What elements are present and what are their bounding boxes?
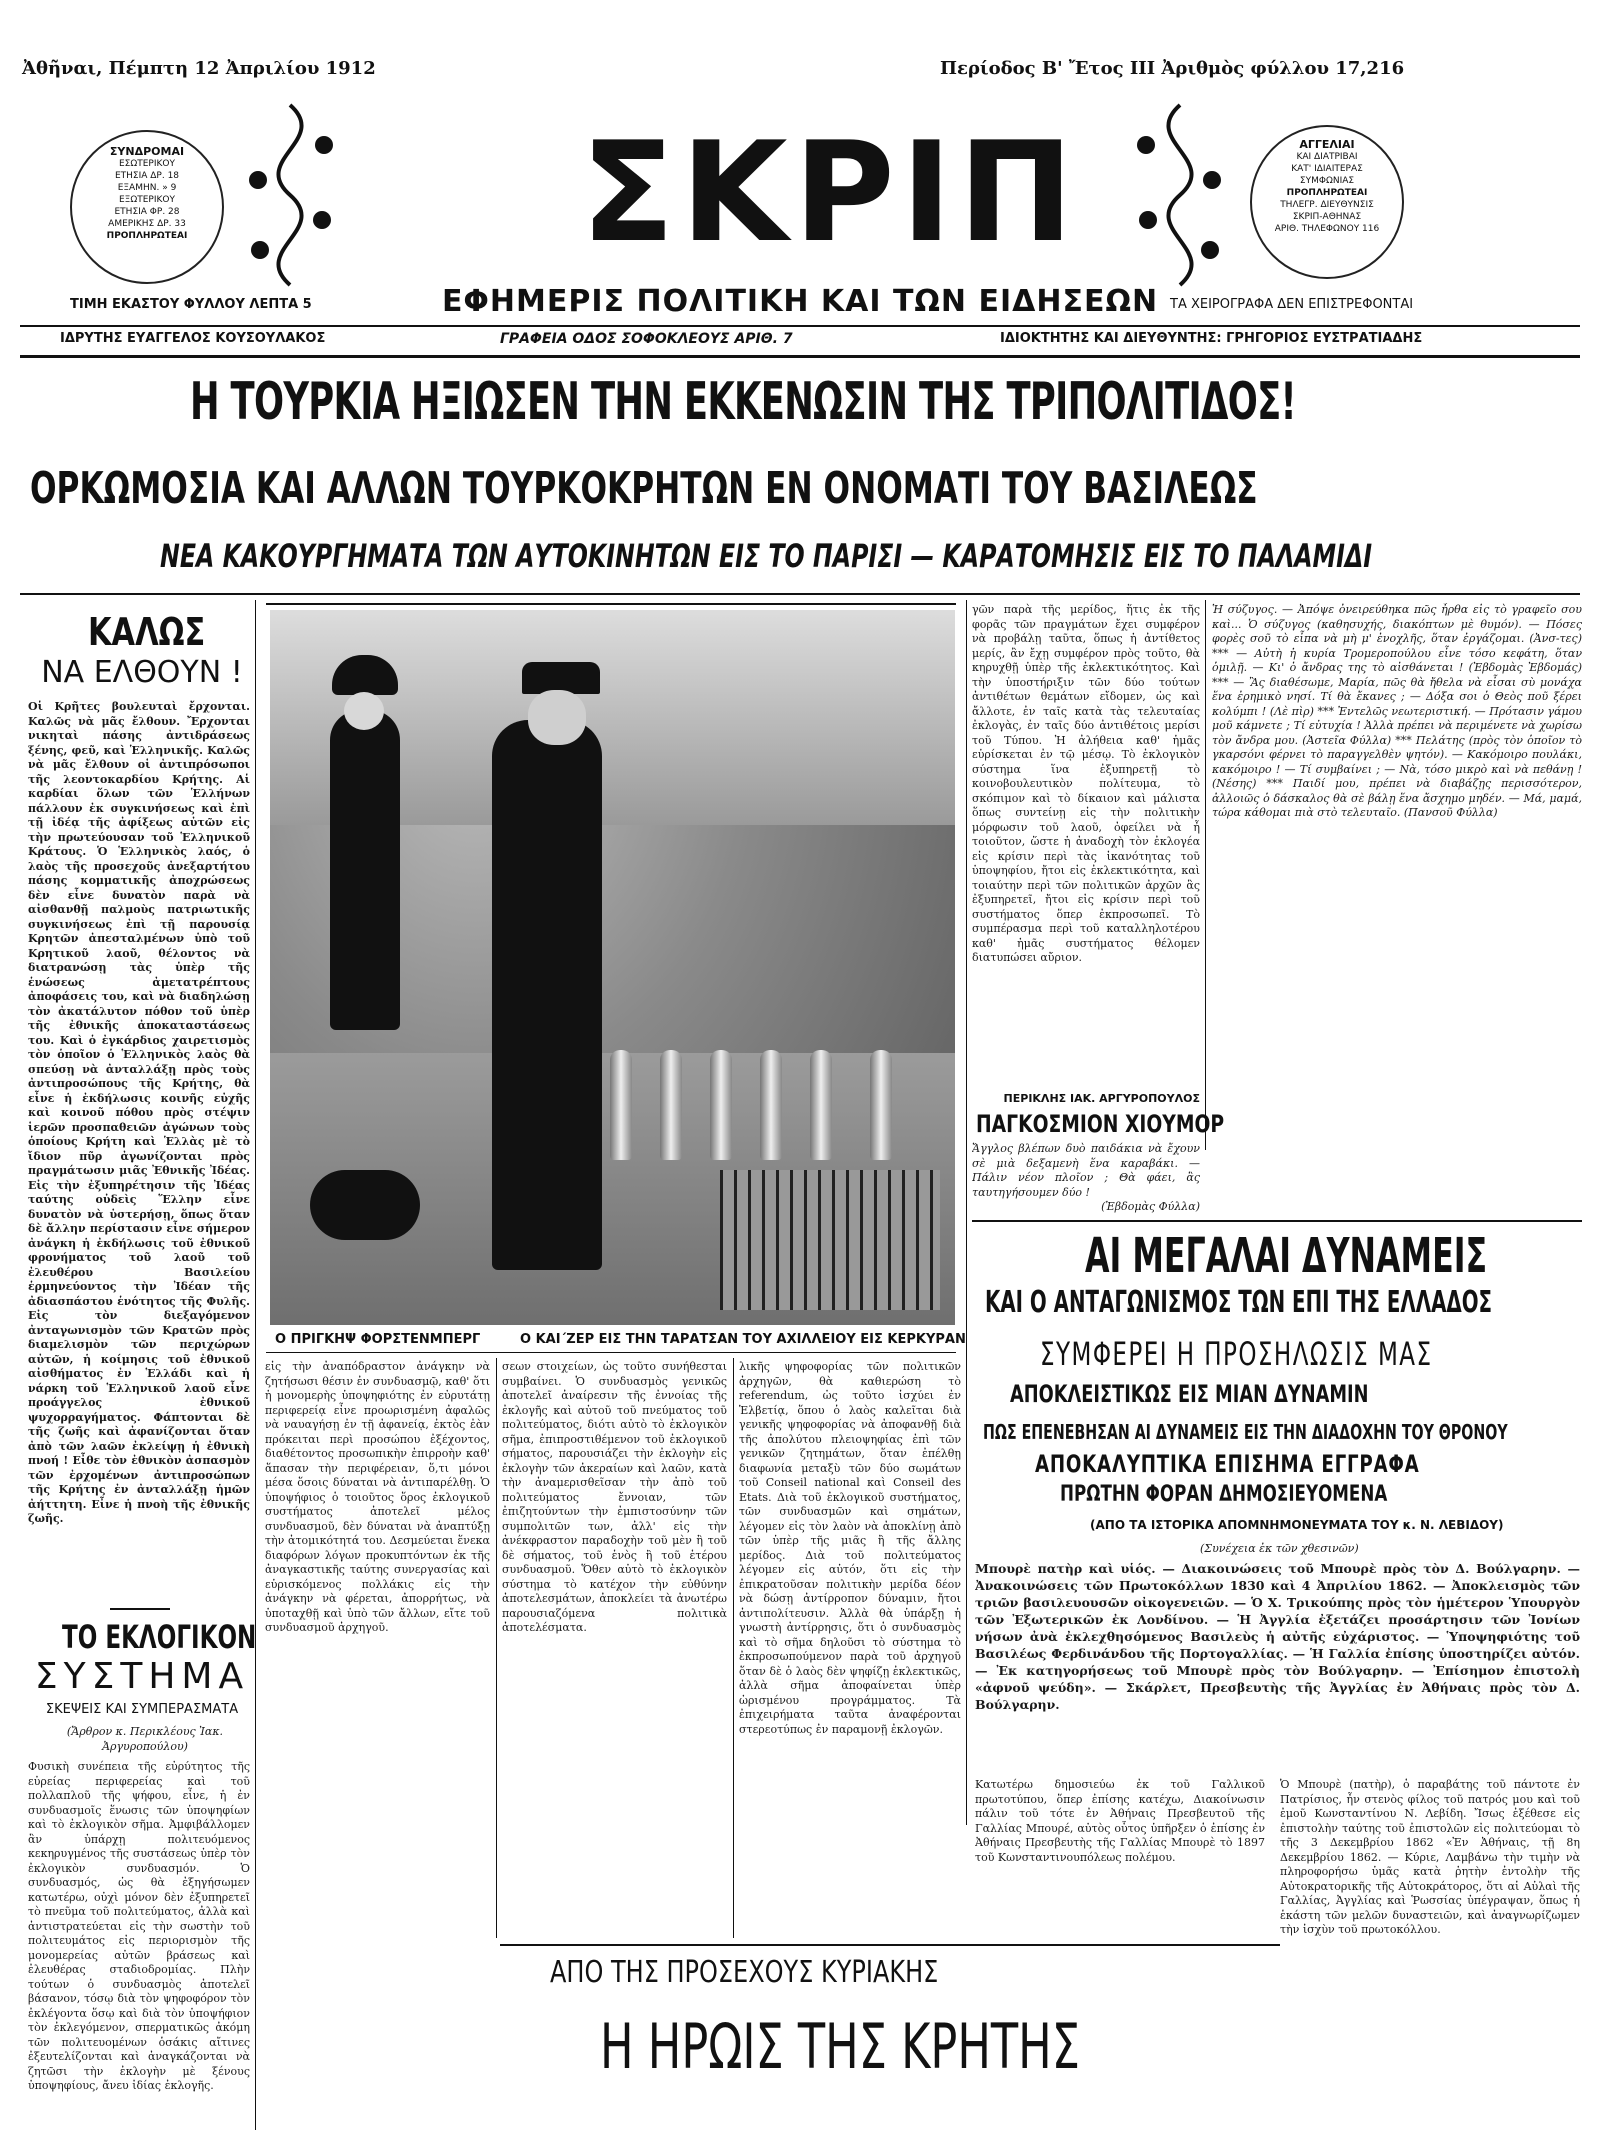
stamp-line: ΕΤΗΣΙΑ ΔΡ. 18 bbox=[114, 171, 180, 181]
article-body: γῶν παρὰ τῆς μερίδος, ἥτις ἐκ τῆς φορᾶς τῶν πραγμάτων ἔχει συμφέρον νὰ προβάλῃ ταῦτα, ὅπως ἡ ἀντίθετος μερίς, ἂν ἔχῃ συμφέρον πρὸς τοῦτο, θὰ κηρυχθῇ ὑπὲρ τῆς ἐκλεκτικότητος. Καὶ τὴν ὑποστήριξιν τῶν δύο τούτων ἀντιθέτων θεμάτων εἴδομεν, ὡς καὶ ἄλλοτε, ἐν ταῖς κατὰ τὰς τελευταίας ἐκλογὰς, ἐν ταῖς δύο ἀντιθέτοις μερίσι τοῦ Τύπου. Ἡ ἀλήθεια καθ' ἡμᾶς εὑρίσκεται ἐν τῷ μέσῳ. Τὸ ἐκλογικὸν σύστημα ἵνα ἐξυπηρετῇ τὸ κοινοβουλευτικὸν πολίτευμα, τὸ σκόπιμον καὶ τὸ δίκαιον καὶ μάλιστα ὅπως συντείνῃ εἰς τὴν πολιτικὴν μόρφωσιν τοῦ λαοῦ, ὀφείλει νὰ ἦ τοιοῦτον, ὥστε ἡ ἀναδοχὴ τὸν ἐκλογέα εἰς κρίσιν περὶ τὰς ἱκανότητας τοῦ ὑποψηφίου, ἤτοι εἰς ἐκλεκτικότητα, καὶ τοιαύτην περὶ τῶν πολιτικῶν ἀρχῶν ἃς ἐξυπηρετεῖ, ἤτοι εἰς κρίσιν περὶ τοῦ συστήματος ὅπερ ἐκπροσωπεῖ. Τὸ συμπέρασμα περὶ τοῦ καταλληλοτέρου καθ' ἡμᾶς συστήματος θέλομεν διατυπώσει αὔριον. bbox=[972, 603, 1200, 964]
subscriptions-stamp bbox=[70, 130, 224, 284]
jokes-column: Ἡ σύζυγος. — Ἀπόψε ὀνειρεύθηκα πῶς ἦρθα εἰς τὸ γραφεῖο σου καὶ... Ὁ σύζυγος (καθησυχής, διακόπτων μὲ θυμόν). — Πόσες φορὲς σοῦ τὸ εἶπα νὰ μὴ μ' ἐνοχλῆς, ὅταν ἐργάζομαι. (Ἀνσ-τες) *** — Αὐτὴ ἡ κυρία Τρομεροπούλου εἶνε τόσο κεφάτη, ὅταν ὁμιλῇ. — Κι' ὁ ἄνδρας της τὸ αἰσθάνεται ! (Ἐβδομὰς Ἐβδομάς) *** — Ἂς διαθέσωμε, Μαρία, πῶς θὰ ἤθελα νὰ εἶσαι σὺ μονάχα ἕνα ἐρημικὸ νησί. Τί θὰ ἔκανες ; — Δόξα σοι ὁ Θεὸς ποῦ ξέρει κολύμπι ! (Λὲ πὶρ) *** Ἐντελῶς νεωτεριστική. — Πρότασιν γάμου μοῦ κάμνετε ; Τί εὐτυχία ! Ἀλλὰ πρέπει νὰ περιμένετε νὰ χωρίσω τὸν ἄνδρα μου. (Ἀστεῖα Φύλλα) *** Πελάτης (πρὸς τὸν ὁποῖον τὸ γκαρσόνι φέρνει τὸ παραγγελθὲν ψητόν). — Κακόμοιρο πουλάκι, κακόμοιρο ! — Τί συμβαίνει ; — Νὰ, τόσο μικρὸ καὶ νὰ πεθάνῃ ! (Νέσης) *** Παιδί μου, πρέπει νὰ διαβάζῃς περισσότερον, ἀλλοιῶς ὁ δάσκαλος θὰ σὲ βάλῃ ἕνα ἄσχημο μηδέν. — Μά, μαμά, τώρα κάθομαι πιὰ στὸ τελευταῖο. (Πανσοῦ Φύλλα) bbox=[1212, 603, 1582, 819]
article-title: ΤΟ ΕΚΛΟΓΙΚΟΝ bbox=[62, 1618, 257, 1656]
newspaper-subtitle: ΕΦΗΜΕΡΙΣ ΠΟΛΙΤΙΚΗ ΚΑΙ ΤΩΝ ΕΙΔΗΣΕΩΝ bbox=[441, 284, 1159, 319]
stamp-line: ΚΑΤ' ΙΔΙΑΙΤΕΡΑΣ bbox=[1291, 164, 1363, 174]
stamp-line: ΠΡΟΠΛΗΡΩΤΕΑΙ bbox=[106, 231, 188, 241]
powers-title: ΑΙ ΜΕΓΑΛΑΙ ΔΥΝΑΜΕΙΣ bbox=[1085, 1228, 1488, 1284]
balustrade bbox=[870, 1050, 892, 1160]
powers-subtitle: ΑΠΟΚΑΛΥΠΤΙΚΑ ΕΠΙΣΗΜΑ ΕΓΓΡΑΦΑ bbox=[1035, 1450, 1420, 1478]
column-rule bbox=[496, 1358, 497, 1938]
column-rule bbox=[966, 600, 967, 1825]
stamp-line: ΕΞΑΜΗΝ. » 9 bbox=[117, 183, 177, 193]
humor-title: ΠΑΓΚΟΣΜΙΟΝ ΧΙΟΥΜΟΡ bbox=[976, 1110, 1225, 1138]
article-body: σεων στοιχείων, ὡς τοῦτο συνήθεσται συμβαίνει. Ὁ συνδυασμὸς γενικῶς ἀποτελεῖ ἀναίρεσιν τῆς ἐννοίας τῆς ἐκλογῆς καὶ αὐτοῦ τοῦ πνεύματος τοῦ πολιτεύματος, διότι αὐτὸ τὸ ἐκλογικὸν σῆμα, ἐπιπροστιθέμενον τοῦ ἐκλογικοῦ σήματος, παρουσιάζει τὴν ἐκλογὴν εἰς ἐκλογὴν τῶν ἀκεραίων καὶ λαῶν, κατὰ τὴν ἀναμερισθεῖσαν τὴν ἀπὸ τοῦ πολιτεύματος ἔννοιαν, τῶν ἐπιζητούντων τὴν ἐμπιστοσύνην τῶν συμπολιτῶν των, ἀλλ' εἰς τὴν ἀνέκφραστον παραδοχὴν τοῦ μὲν ἢ τοῦ δὲ σήματος, τοῦ ἑνὸς ἢ τοῦ ἑτέρου συνδυασμοῦ. Ὅθεν αὐτὸ τὸ ἐκλογικὸν σύστημα τὸ κατέχον τὴν εὐθύνην ἀποτελεσμάτων, ἀποκλείει τὰ ἀνωτέρω παρουσιαζόμενα πολιτικὰ ἀποτελέσματα. bbox=[502, 1360, 727, 1634]
article-title: ΣΥΣΤΗΜΑ bbox=[34, 1656, 250, 1697]
humor-body: Ἄγγλος βλέπων δυὸ παιδάκια νὰ ἔχουν σὲ μιὰ δεξαμενὴ ἕνα καραβάκι. — Πάλιν νέον πλοῖον ; Θὰ φάει, ἂς ταυτηγήσουμεν δύο ! bbox=[972, 1142, 1200, 1199]
article-signature: ΠΕΡΙΚΛΗΣ ΙΑΚ. ΑΡΓΥΡΟΠΟΥΛΟΣ bbox=[1003, 1092, 1200, 1105]
article-title: ΝΑ ΕΛΘΟΥΝ ! bbox=[41, 655, 243, 690]
byline: (Ἄρθρον κ. Περικλέους Ἰακ. Ἀργυροπούλου) bbox=[66, 1725, 224, 1753]
dog-figure bbox=[310, 1170, 420, 1240]
divider bbox=[110, 1608, 170, 1610]
balustrade bbox=[710, 1050, 732, 1160]
column-rule bbox=[1205, 600, 1206, 1150]
manuscripts-notice: ΤΑ ΧΕΙΡΟΓΡΑΦΑ ΔΕΝ ΕΠΙΣΤΡΕΦΟΝΤΑΙ bbox=[1170, 297, 1414, 312]
photo-kaiser bbox=[270, 610, 955, 1325]
serial-title: Η ΗΡΩΙΣ ΤΗΣ ΚΡΗΤΗΣ bbox=[600, 2010, 1080, 2083]
powers-subtitle: ΣΥΜΦΕΡΕΙ Η ΠΡΟΣΗΛΩΣΙΣ ΜΑΣ bbox=[1040, 1335, 1433, 1373]
price-line: ΤΙΜΗ ΕΚΑΣΤΟΥ ΦΥΛΛΟΥ ΛΕΠΤΑ 5 bbox=[70, 297, 312, 312]
newspaper-title: ΣΚΡΙΠ bbox=[580, 112, 1080, 273]
stamp-line: ΑΡΙΘ. ΤΗΛΕΦΩΝΟΥ 116 bbox=[1274, 224, 1380, 234]
balustrade bbox=[660, 1050, 682, 1160]
stamp-line: ΑΜΕΡΙΚΗΣ ΔΡ. 33 bbox=[108, 219, 186, 229]
serial-kicker: ΑΠΟ ΤΗΣ ΠΡΟΣΕΧΟΥΣ ΚΥΡΙΑΚΗΣ bbox=[550, 1955, 939, 1990]
divider bbox=[500, 1944, 1280, 1946]
vine-ornament-left bbox=[230, 100, 350, 290]
kaiser-figure bbox=[492, 720, 602, 1270]
powers-summary: Μπουρὲ πατὴρ καὶ υἱός. — Διακοινώσεις τοῦ Μπουρὲ πρὸς τὸν Δ. Βούλγαρην. — Ἀνακοινώσεις τῶν Πρωτοκόλλων 1830 καὶ 4 Ἀπριλίου 1862. — Ἀποκλεισμὸς τῶν τριῶν βασιλευουσῶν οἰκογενειῶν. — Ὁ Χ. Τρικούπης πρὸς τὸν ἡμέτερον Ὑπουργὸν τῶν Ἐξωτερικῶν ἐκ Λονδίνου. — Ἡ Ἀγγλία ἐξετάζει προσάρτησιν τῶν Ἰονίων νήσων ἀνὰ ἐκλεχθησόμενος Βασιλεὺς ἡ αὐτῆς εὐχάριστος. — Ὑποψηφιότης τοῦ Βασιλέως Φερδινάνδου τῆς Πορτογαλλίας. — Ἡ Γαλλία ἐπίσης ὑποστηρίζει αὐτόν. — Ἐκ κατηγορήσεως τοῦ Μπουρὲ πρὸς τὸν Βούλγαρην. — Ἐπίσημον ἐπιστολὴ «ἀφνοῦ ψεύδη». — Σκάρλετ, Πρεσβευτὴς τῆς Ἀγγλίας ἐν Ἀθήναις πρὸς τὸν Δ. Βούλγαρην. bbox=[975, 1561, 1580, 1712]
advertisements-stamp bbox=[1250, 125, 1404, 279]
divider bbox=[20, 325, 1580, 327]
issue-line: Περίοδος Β' Ἔτος ΙΙΙ Ἀριθμὸς φύλλου 17,216 bbox=[940, 58, 1405, 79]
basket bbox=[720, 1170, 940, 1310]
stamp-line: ΕΤΗΣΙΑ ΦΡ. 28 bbox=[114, 207, 180, 217]
article-subtitle: ΣΚΕΨΕΙΣ ΚΑΙ ΣΥΜΠΕΡΑΣΜΑΤΑ bbox=[45, 1702, 239, 1717]
headline-main: Η ΤΟΥΡΚΙΑ ΗΞΙΩΣΕΝ ΤΗΝ ΕΚΚΕΝΩΣΙΝ ΤΗΣ ΤΡΙΠΟΛΙΤΙΔΟΣ! bbox=[190, 372, 1297, 432]
balustrade bbox=[760, 1050, 782, 1160]
stamp-line: ΕΣΩΤΕΡΙΚΟΥ bbox=[119, 159, 175, 169]
article-body: εἰς τὴν ἀναπόδραστον ἀνάγκην νὰ ζητήσωσι θέσιν ἐν συνδυασμῷ, καθ' ὅτι ἡ μονομερὴς ὑποψηφιότης ἐν εὐρυτάτῃ περιφερείᾳ εἶνε προωρισμένη ἀφαλῶς νὰ ναυαγήσῃ ἐν τῇ ἀφανείᾳ, ἐκτὸς ἐὰν πρόκειται περὶ προσώπου ἐξέχοντος, διαθέτοντος προσωπικὴν ἐπιρροὴν καθ' ἅπασαν τὴν περιφέρειαν, ὅ,τι μόνοι μέσα ὅσοις δύναται νὰ ἀντιπαρέλθῃ. Ὁ ὑποψήφιος ὁ τοιοῦτος ὅρος ἐκλογικοῦ συστήματος ἀποτελεῖ μέλος συνδυασμοῦ, δὲν δύναται νὰ ἀναπτύξῃ τὴν ἀτομικότητά του. Δεσμεύεται ἕνεκα διαφόρων λόγων προκυπτόντων ἐκ τῆς ἀναγκαστικῆς ταύτης συνεργασίας καὶ εὑρισκόμενος πολλάκις εἰς τὴν ἀνάγκην νὰ φέρεται, ἀπορρήτως, νὰ ὑποταχθῇ καὶ ὑπὸ τῶν ἄλλων, εἴτε τοῦ συνδυασμοῦ ἀρχηγοῦ. bbox=[265, 1360, 490, 1634]
founder-line: ΙΔΡΥΤΗΣ ΕΥΑΓΓΕΛΟΣ ΚΟΥΣΟΥΛΑΚΟΣ bbox=[60, 331, 326, 346]
divider bbox=[20, 355, 1580, 358]
photo-caption-left: Ο ΠΡΙΓΚΗΨ ΦΟΡΣΤΕΝΜΠΕΡΓ bbox=[275, 1332, 481, 1347]
stamp-line: ΣΥΜΦΩΝΙΑΣ bbox=[1299, 176, 1355, 186]
balustrade bbox=[810, 1050, 832, 1160]
article-body: λικῆς ψηφοφορίας τῶν πολιτικῶν ἀρχηγῶν, θὰ καθιερώση τὸ referendum, ὡς τοῦτο ἰσχύει ἐν Ἑλβετίᾳ, ὅπου ὁ λαὸς καλεῖται διὰ γενικῆς ψηφοφορίας νὰ ἀποφανθῇ διὰ τῆς ἀπολύτου πλειοψηφίας ἐπὶ τῶν γενικῶν ζητημάτων, ὅταν ἐπέλθῃ διαφωνία μεταξὺ τῶν δύο σωμάτων τοῦ Conseil national καὶ Conseil des Etats. Διὰ τοῦ ἐκλογικοῦ συστήματος, τῶν συνδυασμῶν καὶ σημάτων, λέγομεν εἰς τὸν λαὸν νὰ ἀποκλίνῃ ἀπὸ τῶν ὑπὲρ τῆς μιᾶς ἢ τῆς ἄλλης μερίδος. Διὰ τοῦ πολιτεύματος λέγομεν εἰς αὐτόν, ὅτι εἰς τὴν ἐπικρατοῦσαν πολιτικὴν μερίδα δέον νὰ δώσῃ ἀντίρροπον δύναμιν, ἤτοι ἀντιπολίτευσιν. Ἀλλὰ θὰ ὑπάρξῃ ἡ γνωστὴ ἀντίρρησις, ὅτι ὁ συνδυασμὸς καὶ τὸ σῆμα δηλοῦσι τὸ σύστημα τὸ ἐκπροσωπούμενον παρὰ τοῦ ἀρχηγοῦ ὅταν δὲ ὁ λαὸς δὲν ψηφίζῃ ἐκλεκτικῶς, ἀλλὰ σῆμα ἀποφαίνεται ὑπὲρ ὡρισμένου προγράμματος. Τὰ ἐπιχειρήματα ταῦτα ἀναφέρονται στερεοτύπως ἐν παραμονῇ ἐκλογῶν. bbox=[739, 1360, 961, 1736]
stamp-line: ΣΥΝΔΡΟΜΑΙ bbox=[109, 145, 185, 158]
prince-face bbox=[344, 692, 384, 730]
prince-figure bbox=[330, 710, 400, 1030]
divider bbox=[20, 593, 1580, 595]
column-rule bbox=[255, 600, 256, 2130]
offices-line: ΓΡΑΦΕΙΑ ΟΔΟΣ ΣΟΦΟΚΛΕΟΥΣ ΑΡΙΘ. 7 bbox=[500, 331, 793, 347]
divider bbox=[266, 1352, 956, 1353]
date-line: Ἀθῆναι, Πέμπτη 12 Ἀπριλίου 1912 bbox=[22, 58, 376, 79]
stamp-line: ΤΗΛΕΓΡ. ΔΙΕΥΘΥΝΣΙΣ bbox=[1280, 200, 1374, 210]
powers-subtitle: ΚΑΙ Ο ΑΝΤΑΓΩΝΙΣΜΟΣ ΤΩΝ ΕΠΙ ΤΗΣ ΕΛΛΑΔΟΣ bbox=[985, 1285, 1493, 1320]
headline-second: ΟΡΚΩΜΟΣΙΑ ΚΑΙ ΑΛΛΩΝ ΤΟΥΡΚΟΚΡΗΤΩΝ ΕΝ ΟΝΟΜΑΤΙ ΤΟΥ ΒΑΣΙΛΕΩΣ bbox=[30, 463, 1258, 514]
powers-subtitle: ΠΩΣ ΕΠΕΝΕΒΗΣΑΝ ΑΙ ΔΥΝΑΜΕΙΣ ΕΙΣ ΤΗΝ ΔΙΑΔΟΧΗΝ ΤΟΥ ΘΡΟΝΟΥ bbox=[983, 1420, 1508, 1444]
humor-source: (Ἐβδομὰς Φύλλα) bbox=[1101, 1200, 1200, 1213]
stamp-line: ΣΚΡΙΠ-ΑΘΗΝΑΣ bbox=[1292, 212, 1362, 222]
article-body: Οἱ Κρῆτες βουλευταὶ ἔρχονται. Καλῶς νὰ μᾶς ἔλθουν. Ἔρχονται νικηταὶ πάσης ἀντιδράσεως ξένης, φεῦ, καὶ Ἑλληνικῆς. Καλῶς νὰ μᾶς ἔλθουν οἱ ἀντιπρόσωποι τῆς λεοντοκαρδίου Κρήτης. Αἱ καρδίαι ὅλων τῶν Ἑλλήνων πάλλουν ἐκ συγκινήσεως καὶ ἐπὶ τῇ ἰδέᾳ τῆς ἀφίξεως αὐτῶν εἰς τὴν πρωτεύουσαν τοῦ Ἑλληνικοῦ Κράτους. Ὁ Ἑλληνικὸς λαός, ὁ λαὸς τῆς προσεχοῦς ἀνεξαρτήτου πάσης κομματικῆς ἀποχρώσεως δὲν εἶνε δυνατὸν παρὰ νὰ αἰσθανθῇ παλμοὺς πατριωτικῆς συγκινήσεως ἐπὶ τῇ παρουσίᾳ Κρητῶν ἀπεσταλμένων ὑπὸ τοῦ Κρητικοῦ λαοῦ, θέλοντος νὰ διατρανώσῃ τὰς ὑπὲρ τῆς ἑνώσεως ἀμετατρέπτους ἀποφάσεις του, καὶ νὰ διαδηλώσῃ τὸν ἀκατάλυτον πόθον τοῦ ὑπὲρ τῆς ἐθνικῆς ἀποκαταστάσεως του. Καὶ ὁ ἐγκάρδιος χαιρετισμὸς τὸν ὁποῖον ὁ Ἑλληνικὸς λαὸς θὰ σπεύσῃ νὰ ἀνταλλάξῃ πρὸς τοὺς ἀντιπροσώπους τῆς Κρήτης, θὰ εἶνε ἡ ἐκδήλωσις κοινῆς εὐχῆς καὶ κοινοῦ πόθου πρὸς στέψιν ἱερῶν προσπαθειῶν ἀγώνων τοὺς ὁποίους Κρήτη καὶ Ἑλλὰς μὲ τὸ ἴδιον πῦρ ἀγωνίζονται πρὸς πραγμάτωσιν μιᾶς Ἐθνικῆς Ἰδέας. Εἰς τὴν ἐξυπηρέτησιν τῆς Ἰδέας ταύτης οὐδεὶς Ἕλλην εἶνε δυνατὸν νὰ ὑστερήσῃ, ὅπως ὅταν δὲ ἄλλην περίστασιν εἶνε σήμερον ἀνάγκη ἡ ἐκδήλωσις τοῦ ἐθνικοῦ φρονήματος τοῦ λαοῦ τοῦ ἐλευθέρου Βασιλείου ἑρμηνεύοντος τὴν Ἰδέαν τῆς ἀδιασπάστου ἑνότητος τῆς Φυλῆς. Εἰς τὸν διεξαγόμενον ἀνταγωνισμὸν τῶν Κρατῶν πρὸς διαμελισμὸν τῶν περιχώρων αὐτῶν, ἡ κοίμησις τοῦ ἐθνικοῦ αἰσθήματος ἐν Ἑλλάδι καὶ ἡ νάρκη τοῦ Ἑλληνικοῦ λαοῦ εἶνε προάγγελος ἐθνικοῦ ψυχορραγήματος. Φάπτονται δὲ τῆς ζωῆς καὶ ἀφανίζονται ὅταν ἀπὸ τῶν λαῶν ἐκλείψῃ ἡ ἐθνικὴ πνοή ! Εἶθε τὸν ἐθνικὸν ἀσπασμὸν τῶν ἐρχομένων ἀντιπροσώπων τῆς Κρήτης ἐν ἀνταλλάξῃ ἡμῶν ἀήττητη. Εἶνε ἡ πνοὴ τῆς ἐθνικῆς ζωῆς. bbox=[28, 700, 250, 1525]
balustrade bbox=[610, 1050, 632, 1160]
stamp-line: ΑΓΓΕΛΙΑΙ bbox=[1299, 138, 1355, 151]
divider bbox=[972, 1220, 1582, 1222]
stamp-line: ΕΞΩΤΕΡΙΚΟΥ bbox=[119, 195, 175, 205]
powers-body: Κατωτέρω δημοσιεύω ἐκ τοῦ Γαλλικοῦ πρωτοτύπου, ὅπερ ἐπίσης κατέχω, Διακοίνωσιν πάλιν τοῦ τότε ἐν Ἀθήναις Πρεσβευτοῦ τῆς Γαλλίας Μπουρέ, αὐτὸς οὗτος ὑπῆρξεν ὁ ἐπίσης ἐν Ἀθήναις Πρεσβευτὴς τῆς Γαλλίας Μπουρὲ τὸ 1897 τοῦ Κωνσταντινουπόλεως πολέμου. bbox=[975, 1778, 1265, 1864]
continued-note: (Συνέχεια ἐκ τῶν χθεσινῶν) bbox=[1200, 1542, 1359, 1555]
column-rule bbox=[733, 1358, 734, 1938]
headline-third: ΝΕΑ ΚΑΚΟΥΡΓΗΜΑΤΑ ΤΩΝ ΑΥΤΟΚΙΝΗΤΩΝ ΕΙΣ ΤΟ ΠΑΡΙΣΙ — ΚΑΡΑΤΟΜΗΣΙΣ ΕΙΣ ΤΟ ΠΑΛΑΜΙΔΙ bbox=[160, 537, 1373, 575]
powers-source: (ΑΠΟ ΤΑ ΙΣΤΟΡΙΚΑ ΑΠΟΜΝΗΜΟΝΕΥΜΑΤΑ ΤΟΥ κ. Ν. ΛΕΒΙΔΟΥ) bbox=[1090, 1518, 1504, 1532]
powers-subtitle: ΠΡΩΤΗΝ ΦΟΡΑΝ ΔΗΜΟΣΙΕΥΟΜΕΝΑ bbox=[1060, 1482, 1388, 1507]
photo-caption-right: Ο ΚΑΙ΄ΖΕΡ ΕΙΣ ΤΗΝ ΤΑΡΑΤΣΑΝ ΤΟΥ ΑΧΙΛΛΕΙΟΥ ΕΙΣ ΚΕΡΚΥΡΑΝ bbox=[520, 1332, 966, 1347]
photo-frame bbox=[266, 603, 956, 605]
article-title: ΚΑΛΩΣ bbox=[88, 610, 206, 654]
powers-subtitle: ΑΠΟΚΛΕΙΣΤΙΚΩΣ ΕΙΣ ΜΙΑΝ ΔΥΝΑΜΙΝ bbox=[1010, 1380, 1369, 1408]
article-body: Φυσικὴ συνέπεια τῆς εὐρύτητος τῆς εὐρείας περιφερείας καὶ τοῦ πολλαπλοῦ τῆς ψήφου, εἶνε, ἡ ἐν συνδυασμοῖς ἕνωσις τῶν ὑποψηφίων καὶ τὸ ἐκλογικὸν σῆμα. Ἀμφιβάλλομεν ἂν ὑπάρχῃ πολιτευόμενος κεκηρυγμένος τῆς συστάσεως ὑπὲρ τὸν ἐκλογικὸν συνδυασμόν. Ὁ συνδυασμός, ὡς θὰ ἐξηγήσωμεν κατωτέρω, οὐχὶ μόνον δὲν ἐξυπηρετεῖ τὸ πνεῦμα τοῦ πολιτεύματος, ἀλλὰ καὶ ἀντιστρατεύεται εἰς τὴν σωστὴν τοῦ πολιτευμάτος εἰς περιορισμὸν τῆς μονομερείας αὐτῶν βράσεως καὶ ἐλευθέρας σταδιοδρομίας. Πλὴν τούτων ὁ συνδυασμὸς ἀποτελεῖ βάσανον, τόσῳ διὰ τὸν ψηφοφόρον τὸν ἐκλέγοντα ὅσῳ καὶ διὰ τὸν ὑποψήφιον τὸν ἐκλεγόμενον, σπερματικῶς ἀκόμη τῶν πολιτευομένων ὁσάκις αἴτινες ἐξευτελίζονται καὶ ἀναγκάζονται νὰ ζητῶσι τὴν ἐκλογὴν μὲ ξένους ὑποψηφίους, ἄνευ ἰδίας ἐκλογῆς. bbox=[28, 1760, 250, 2092]
powers-body: Ὁ Μπουρὲ (πατὴρ), ὁ παραβάτης τοῦ πάντοτε ἐν Πατρίσιος, ἦν στενὸς φίλος τοῦ πατρός μου καὶ τοῦ ἐμοῦ Κωνσταντίνου Ν. Λεβίδη. Ἴσως ἐξέθεσε εἰς ἐπιστολὴν ταύτης τοῦ ἐπιστολῶν εἰς πολιτεύομαι τὸ τῆς 3 Δεκεμβρίου 1862 «Ἐν Ἀθήναις, τῇ 8η Δεκεμβρίου 1862. — Κύριε, Λαμβάνω τὴν τιμὴν νὰ πληροφορήσω ὑμᾶς κατὰ ῥητὴν ἐντολὴν τῆς Αὐτοκρατορικῆς τῆς Αὐτοκράτορος, ὅτι αἱ Αὐλαὶ τῆς Γαλλίας, Ἀγγλίας καὶ Ῥωσσίας ὑπέγραψαν, ὅπως ἡ ἑκάστη τῶν μελῶν δυναστειῶν, καὶ ἀναγνωρίζωμεν τὴν ἰσχὺν τοῦ πρωτοκόλλου. bbox=[1280, 1778, 1580, 1936]
owner-line: ΙΔΙΟΚΤΗΤΗΣ ΚΑΙ ΔΙΕΥΘΥΝΤΗΣ: ΓΡΗΓΟΡΙΟΣ ΕΥΣΤΡΑΤΙΑΔΗΣ bbox=[1000, 331, 1423, 346]
stamp-line: ΠΡΟΠΛΗΡΩΤΕΑΙ bbox=[1286, 188, 1368, 198]
stamp-line: ΚΑΙ ΔΙΑΤΡΙΒΑΙ bbox=[1296, 152, 1358, 162]
kaiser-face bbox=[528, 690, 586, 745]
